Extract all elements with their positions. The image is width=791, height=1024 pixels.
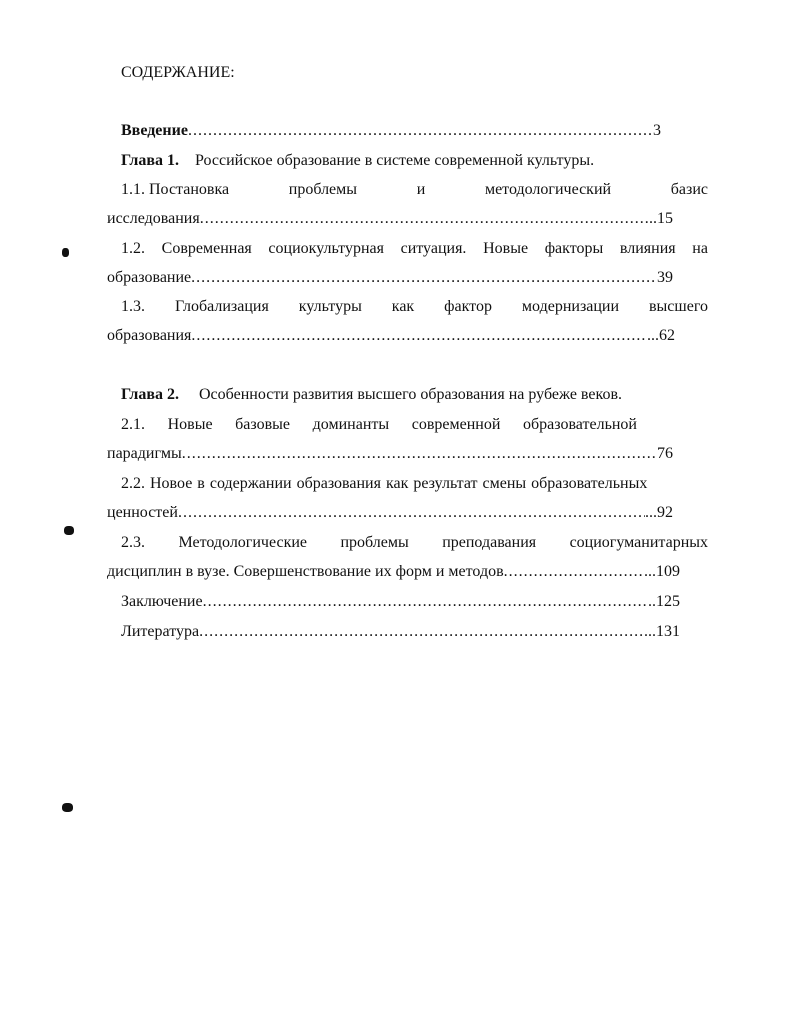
toc-entry-1-3-line2[interactable]: [107, 326, 675, 346]
dot-leader: [182, 444, 657, 464]
chapter-label: Глава 2.: [121, 386, 179, 403]
dot-leader: [191, 268, 657, 288]
toc-entry-1-2-line1[interactable]: [121, 239, 708, 259]
word: образовательной: [522, 416, 637, 433]
toc-label: Введение: [121, 122, 188, 139]
word: фактор: [444, 298, 492, 315]
toc-label: Литература: [121, 623, 200, 640]
word: на: [692, 240, 708, 257]
word: проблемы: [288, 181, 358, 198]
toc-chapter-1[interactable]: [121, 151, 594, 171]
toc-entry-1-3-line1[interactable]: [121, 297, 708, 317]
word: современной: [411, 416, 501, 433]
word: социогуманитарных: [569, 534, 708, 551]
dot-leader: [188, 121, 653, 141]
word: 1.3.: [121, 298, 145, 315]
toc-page-number: 3: [653, 122, 661, 139]
chapter-title: Особенности развития высшего образования на рубеже веков.: [199, 386, 623, 403]
word: 1.2.: [121, 240, 145, 257]
word: 1.1. Постановка: [121, 181, 230, 198]
scan-artifact-mark: [62, 248, 69, 257]
word: 2.3.: [121, 534, 145, 551]
toc-entry-1-1-line2[interactable]: [107, 209, 673, 229]
word: высшего: [649, 298, 708, 315]
toc-label: ценностей: [107, 504, 178, 521]
toc-page-number: 39: [657, 269, 673, 286]
word: Новые: [483, 240, 529, 257]
dot-leader: [191, 326, 647, 346]
dot-leader: [178, 503, 645, 523]
toc-label: образования: [107, 327, 192, 344]
scan-artifact-mark: [64, 526, 74, 535]
word: социокультурная: [268, 240, 384, 257]
word: 2.1.: [121, 416, 145, 433]
chapter-title: Российское образование в системе современной культуры.: [195, 152, 595, 169]
word: Современная: [161, 240, 252, 257]
toc-label: образование: [107, 269, 192, 286]
toc-label: дисциплин в вузе. Совершенствование их форм и методов: [107, 563, 504, 580]
toc-entry-literature[interactable]: [121, 622, 680, 642]
word: преподавания: [442, 534, 537, 551]
word: методологический: [484, 181, 612, 198]
toc-page-number: ..125: [648, 593, 680, 610]
toc-entry-1-1-line1[interactable]: [121, 180, 708, 200]
dot-leader: [504, 562, 644, 582]
toc-entry-2-2-line2[interactable]: [107, 503, 673, 523]
page-title: СОДЕРЖАНИЕ:: [121, 64, 235, 81]
toc-entry-1-2-line2[interactable]: [107, 268, 673, 288]
word: ситуация.: [400, 240, 467, 257]
toc-page-number: ...92: [645, 504, 673, 521]
word: проблемы: [340, 534, 409, 551]
toc-label: парадигмы: [107, 445, 182, 462]
word: базис: [670, 181, 708, 198]
word: культуры: [298, 298, 362, 315]
dot-leader: [203, 592, 648, 612]
scan-artifact-mark: [62, 803, 73, 812]
toc-page-number: ...131: [644, 623, 680, 640]
toc-page-number: 76: [657, 445, 673, 462]
toc-chapter-2[interactable]: [121, 385, 622, 405]
word: Глобализация: [174, 298, 269, 315]
toc-page-number: ...109: [644, 563, 680, 580]
word: влияния: [619, 240, 676, 257]
toc-entry-conclusion[interactable]: [121, 592, 680, 612]
toc-label: исследования: [107, 210, 200, 227]
toc-entry-2-1-line2[interactable]: [107, 444, 673, 464]
toc-entry-2-3-line1[interactable]: [121, 533, 708, 553]
word: доминанты: [312, 416, 390, 433]
toc-page-number: ..15: [649, 210, 673, 227]
word: Методологические: [178, 534, 308, 551]
word: как: [391, 298, 415, 315]
word: модернизации: [521, 298, 620, 315]
word: и: [416, 181, 426, 198]
toc-label: Заключение: [121, 593, 203, 610]
dot-leader: [199, 622, 644, 642]
word: базовые: [235, 416, 291, 433]
toc-entry-2-3-line2[interactable]: [107, 562, 680, 582]
dot-leader: [200, 209, 649, 229]
toc-entry-introduction[interactable]: [121, 121, 661, 141]
word: Новые: [167, 416, 213, 433]
toc-entry-2-1-line1[interactable]: [121, 415, 637, 435]
toc-page-number: ...62: [647, 327, 675, 344]
word: факторы: [544, 240, 604, 257]
chapter-label: Глава 1.: [121, 152, 179, 169]
toc-entry-2-2-line1[interactable]: 2.2. Новое в содержании образования как результат смены образовательных: [121, 475, 648, 492]
